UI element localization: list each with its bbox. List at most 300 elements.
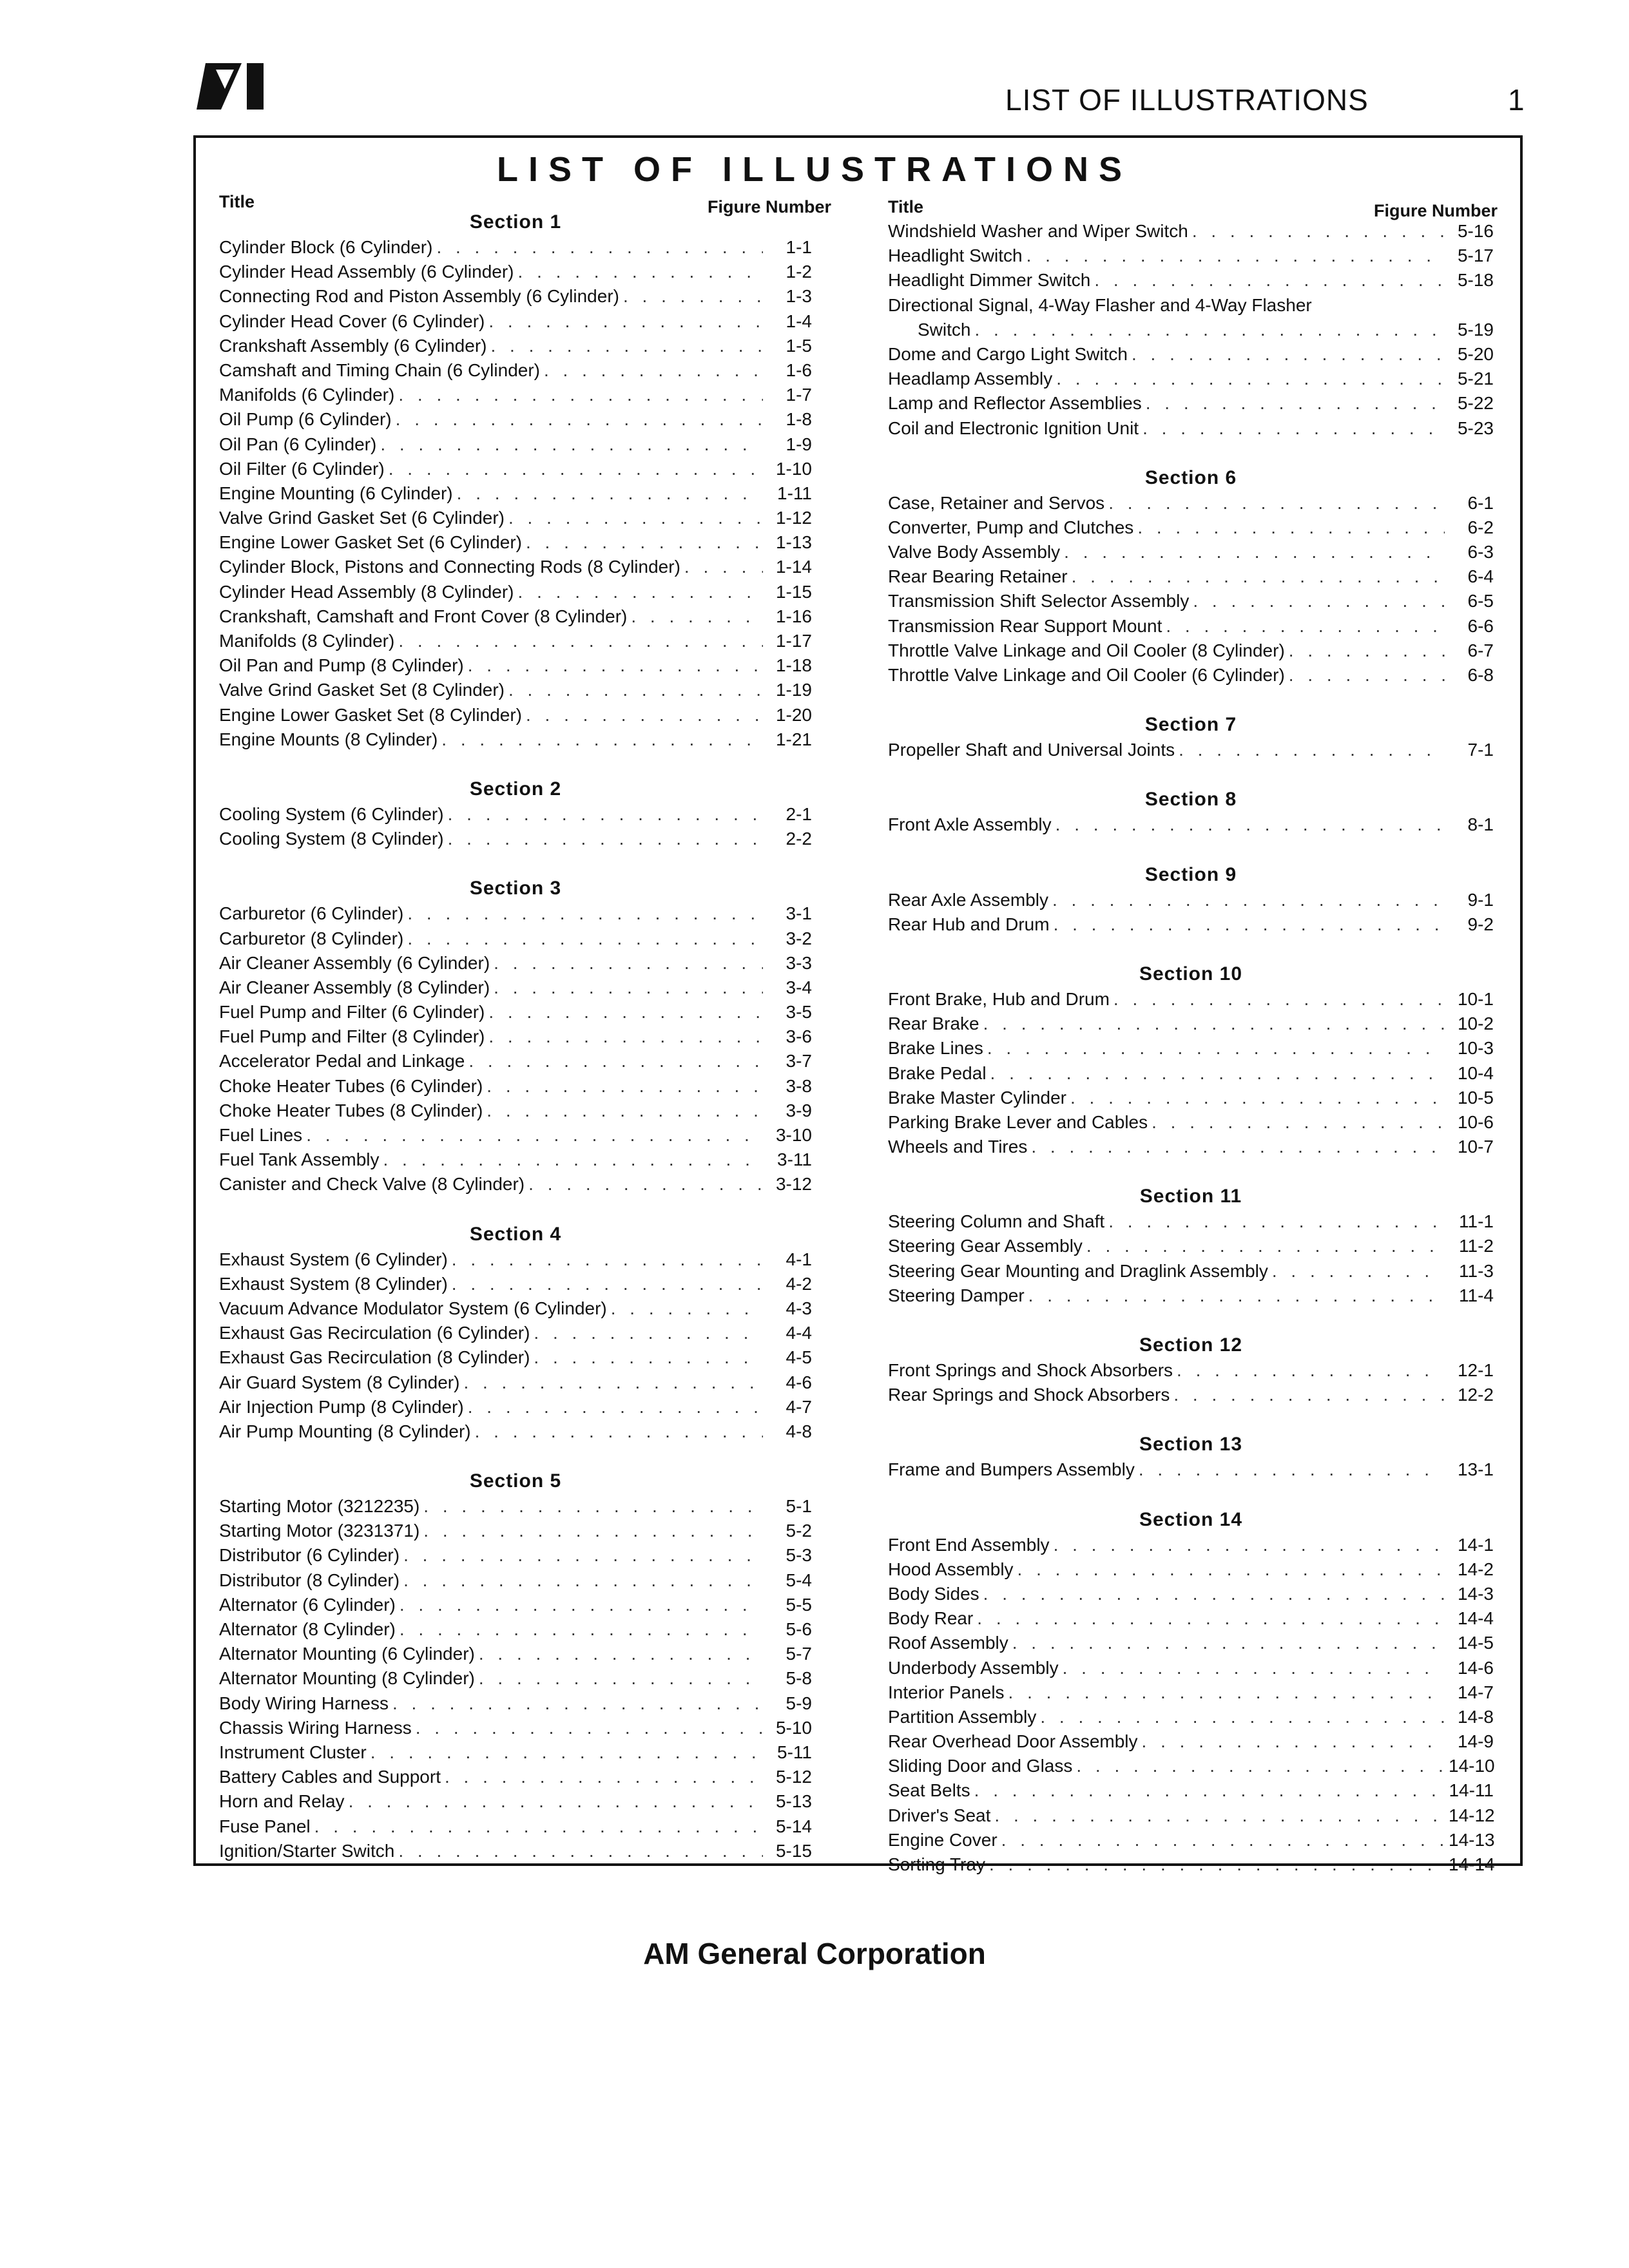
list-item [219, 1024, 812, 1049]
figure-number: 9-1 [1467, 889, 1494, 910]
list-item-title: Underbody Assembly [888, 1657, 1059, 1678]
figure-number: 2-1 [786, 803, 812, 824]
figure-number: 9-2 [1467, 914, 1494, 934]
list-item-title: Partition Assembly [888, 1706, 1037, 1727]
list-item [219, 1666, 812, 1691]
figure-number: 3-1 [786, 903, 812, 924]
section-heading: Section 9 [1144, 863, 1237, 885]
list-item-title: Parking Brake Lever and Cables [888, 1111, 1148, 1132]
figure-number: 3-6 [786, 1026, 812, 1047]
list-item-title: Instrument Cluster [219, 1742, 367, 1762]
figure-number: 14-1 [1457, 1534, 1494, 1555]
list-item [219, 1099, 812, 1123]
dot-leader [974, 318, 1445, 342]
figure-number: 11-1 [1459, 1211, 1494, 1232]
dot-leader [1076, 1754, 1445, 1778]
figure-number: 14-12 [1449, 1805, 1495, 1825]
figure-number: 4-3 [786, 1298, 812, 1318]
figure-number: 4-2 [786, 1273, 812, 1294]
dot-leader [1192, 219, 1445, 244]
list-item-title: Choke Heater Tubes (6 Cylinder) [219, 1075, 483, 1096]
right-figure-header: Figure Number [1374, 201, 1498, 220]
list-item [888, 244, 1494, 268]
figure-number: 1-21 [775, 729, 812, 749]
list-item-title: Camshaft and Timing Chain (6 Cylinder) [219, 360, 540, 380]
list-item-title: Fuse Panel [219, 1816, 311, 1836]
dot-leader [990, 1061, 1445, 1086]
list-item [888, 1852, 1494, 1877]
list-item [219, 1642, 812, 1666]
list-item-title: Brake Pedal [888, 1062, 987, 1083]
figure-number: 10-4 [1457, 1062, 1494, 1083]
dot-leader [1272, 1259, 1445, 1283]
dot-leader [1040, 1705, 1445, 1729]
list-item-title: Manifolds (8 Cylinder) [219, 631, 395, 651]
figure-number: 5-10 [775, 1717, 812, 1738]
section-heading: Section 4 [469, 1223, 562, 1245]
dot-leader [380, 432, 763, 457]
list-item [219, 678, 812, 702]
dot-leader [684, 555, 763, 579]
list-item-title: Rear Springs and Shock Absorbers [888, 1385, 1170, 1405]
list-item-title: Body Wiring Harness [219, 1693, 389, 1713]
am-general-logo [197, 63, 267, 110]
left-figure-header: Figure Number [708, 197, 832, 216]
list-item [219, 901, 812, 926]
list-item-title: Directional Signal, 4-Way Flasher and 4-Way Flasher [888, 294, 1312, 315]
list-item-title: Oil Pan and Pump (8 Cylinder) [219, 655, 464, 676]
list-item [888, 1803, 1494, 1828]
figure-number: 14-7 [1457, 1682, 1494, 1702]
list-item-title: Alternator (8 Cylinder) [219, 1619, 396, 1639]
list-item [219, 1321, 812, 1345]
figure-number: 1-13 [775, 532, 812, 553]
list-item-title: Chassis Wiring Harness [219, 1717, 412, 1738]
list-item [888, 1383, 1494, 1407]
figure-number: 5-22 [1457, 393, 1494, 414]
list-item-title: Alternator Mounting (6 Cylinder) [219, 1644, 475, 1664]
dot-leader [1289, 663, 1445, 687]
section-heading: Section 2 [469, 778, 562, 800]
list-item [219, 1000, 812, 1024]
list-item-title: Driver's Seat [888, 1805, 991, 1825]
list-item [219, 1814, 812, 1839]
list-item [219, 951, 812, 975]
list-item-title: Engine Mounts (8 Cylinder) [219, 729, 438, 749]
figure-number: 4-6 [786, 1372, 812, 1392]
list-item-title: Valve Grind Gasket Set (6 Cylinder) [219, 508, 505, 528]
dot-leader [1142, 416, 1445, 441]
list-item-title: Cooling System (6 Cylinder) [219, 803, 444, 824]
dot-leader [1054, 912, 1445, 937]
left-title-header: Title [219, 192, 255, 211]
figure-number: 1-17 [775, 631, 812, 651]
dot-leader [468, 1049, 763, 1073]
figure-number: 6-8 [1467, 665, 1494, 685]
list-item-title: Connecting Rod and Piston Assembly (6 Cylinder) [219, 286, 619, 307]
figure-number: 6-6 [1467, 615, 1494, 636]
figure-number: 1-11 [777, 483, 812, 503]
list-item [219, 604, 812, 629]
list-item-title: Oil Filter (6 Cylinder) [219, 458, 385, 479]
dot-leader [494, 975, 763, 1000]
dot-leader [448, 802, 763, 827]
dot-leader [403, 1543, 763, 1568]
dot-leader [1289, 639, 1445, 663]
list-item [219, 358, 812, 383]
dot-leader [441, 727, 763, 752]
figure-number: 14-10 [1449, 1756, 1495, 1776]
figure-number: 3-3 [786, 952, 812, 973]
list-item [888, 515, 1494, 540]
figure-number: 14-14 [1449, 1854, 1495, 1874]
figure-number: 5-9 [786, 1693, 812, 1713]
list-item-title: Brake Master Cylinder [888, 1087, 1066, 1108]
list-item [219, 1247, 812, 1272]
list-item [219, 407, 812, 432]
list-item [219, 481, 812, 506]
figure-number: 1-14 [775, 557, 812, 577]
dot-leader [468, 653, 763, 678]
list-item-title: Seat Belts [888, 1780, 970, 1801]
list-item [219, 506, 812, 530]
figure-number: 1-1 [786, 237, 812, 257]
list-item-title: Brake Lines [888, 1038, 983, 1059]
figure-number: 6-7 [1467, 640, 1494, 660]
list-item-title: Fuel Tank Assembly [219, 1149, 380, 1170]
figure-number: 5-3 [786, 1545, 812, 1566]
list-item-title: Distributor (8 Cylinder) [219, 1570, 400, 1590]
list-item-title: Oil Pump (6 Cylinder) [219, 409, 392, 430]
figure-number: 6-4 [1467, 566, 1494, 587]
dot-leader [1027, 244, 1445, 268]
right-column [888, 219, 1494, 1877]
dot-leader [544, 358, 763, 383]
dot-leader [349, 1789, 763, 1814]
list-item-title: Sorting Tray [888, 1854, 985, 1874]
figure-number: 14-4 [1457, 1608, 1494, 1629]
figure-number: 11-2 [1459, 1236, 1494, 1256]
figure-number: 3-2 [786, 928, 812, 948]
list-item [888, 912, 1494, 937]
figure-number: 3-7 [786, 1051, 812, 1072]
list-item-title: Front End Assembly [888, 1534, 1050, 1555]
figure-number: 1-9 [786, 434, 812, 454]
dot-leader [1054, 1533, 1445, 1557]
dot-leader [989, 1852, 1445, 1877]
list-item-title: Valve Grind Gasket Set (8 Cylinder) [219, 680, 505, 700]
list-item [888, 1110, 1494, 1135]
figure-number: 5-1 [786, 1496, 812, 1517]
list-item-title: Accelerator Pedal and Linkage [219, 1051, 465, 1072]
dot-leader [371, 1740, 763, 1765]
list-item [219, 334, 812, 358]
figure-number: 4-8 [786, 1421, 812, 1441]
figure-number: 1-12 [775, 508, 812, 528]
dot-leader [1139, 1457, 1445, 1482]
list-item-title: Oil Pan (6 Cylinder) [219, 434, 377, 454]
figure-number: 5-2 [786, 1521, 812, 1541]
list-item [219, 1617, 812, 1642]
figure-number: 5-20 [1457, 343, 1494, 364]
dot-leader [631, 604, 763, 629]
dot-leader [1064, 540, 1445, 564]
dot-leader [534, 1321, 763, 1345]
dot-leader [611, 1296, 763, 1321]
figure-number: 1-18 [775, 655, 812, 676]
list-item [888, 1259, 1494, 1283]
dot-leader [436, 235, 763, 260]
dot-leader [1031, 1135, 1445, 1159]
list-item-title: Transmission Shift Selector Assembly [888, 591, 1190, 611]
footer-company: AM General Corporation [643, 1937, 986, 1970]
dot-leader [1132, 342, 1445, 367]
list-item-title: Air Cleaner Assembly (8 Cylinder) [219, 977, 490, 997]
list-item [888, 1680, 1494, 1705]
figure-number: 12-1 [1457, 1360, 1494, 1380]
list-item-title: Crankshaft Assembly (6 Cylinder) [219, 335, 487, 356]
list-item [219, 1789, 812, 1814]
list-item [219, 1716, 812, 1740]
list-item-title: Exhaust System (6 Cylinder) [219, 1249, 448, 1269]
list-item-title: Canister and Check Valve (8 Cylinder) [219, 1174, 525, 1195]
dot-leader [987, 1036, 1445, 1061]
list-item [219, 927, 812, 951]
dot-leader [1173, 1383, 1445, 1407]
figure-number: 5-6 [786, 1619, 812, 1639]
running-header-title: LIST OF ILLUSTRATIONS [1005, 83, 1369, 117]
list-item [888, 342, 1494, 367]
list-item-title: Alternator Mounting (8 Cylinder) [219, 1668, 475, 1689]
figure-number: 5-16 [1457, 221, 1494, 241]
figure-number: 1-6 [786, 360, 812, 380]
list-item [888, 1086, 1494, 1110]
dot-leader [398, 1839, 763, 1863]
list-item [888, 1358, 1494, 1383]
list-item [219, 457, 812, 481]
list-item [219, 1345, 812, 1370]
list-item [888, 738, 1494, 762]
section-heading: Section 14 [1139, 1508, 1243, 1530]
list-item [888, 888, 1494, 912]
list-item-title: Exhaust System (8 Cylinder) [219, 1273, 448, 1294]
dot-leader [518, 260, 763, 284]
dot-leader [488, 1000, 763, 1024]
figure-number: 1-19 [775, 680, 812, 700]
figure-number: 6-1 [1467, 492, 1494, 513]
list-item-title: Interior Panels [888, 1682, 1005, 1702]
list-item [219, 432, 812, 457]
dot-leader [314, 1814, 763, 1839]
figure-number: 1-4 [786, 311, 812, 331]
list-item [888, 367, 1494, 391]
figure-number: 7-1 [1467, 740, 1494, 760]
list-item [888, 1036, 1494, 1061]
figure-number: 3-10 [775, 1125, 812, 1145]
dot-leader [1056, 367, 1445, 391]
list-item [219, 1272, 812, 1296]
dot-leader [463, 1370, 763, 1395]
figure-number: 4-7 [786, 1396, 812, 1417]
list-item-title: Cooling System (8 Cylinder) [219, 829, 444, 849]
list-item [888, 1135, 1494, 1159]
dot-leader [983, 1012, 1445, 1036]
list-item [888, 1656, 1494, 1680]
list-item [888, 987, 1494, 1012]
dot-leader [1012, 1631, 1445, 1655]
section-heading: Section 12 [1139, 1334, 1243, 1356]
list-item-title: Horn and Relay [219, 1791, 345, 1812]
dot-leader [392, 1691, 763, 1716]
list-item [219, 260, 812, 284]
section-heading: Section 8 [1144, 789, 1237, 811]
list-item [219, 1395, 812, 1419]
list-item [219, 309, 812, 334]
figure-number: 6-3 [1467, 542, 1494, 562]
list-item [219, 1123, 812, 1148]
dot-leader [383, 1148, 764, 1172]
list-item [219, 1494, 812, 1519]
figure-number: 4-4 [786, 1323, 812, 1343]
dot-leader [479, 1666, 763, 1691]
dot-leader [1142, 1729, 1445, 1754]
section-heading: Section 13 [1139, 1434, 1243, 1456]
list-item [219, 1691, 812, 1716]
dot-leader [457, 481, 763, 506]
figure-number: 14-6 [1457, 1657, 1494, 1678]
figure-number: 12-2 [1457, 1385, 1494, 1405]
dot-leader [1072, 564, 1445, 589]
list-item-title: Engine Mounting (6 Cylinder) [219, 483, 453, 503]
list-item [219, 1074, 812, 1099]
dot-leader [423, 1519, 763, 1543]
figure-number: 10-3 [1457, 1038, 1494, 1059]
dot-leader [534, 1345, 763, 1370]
list-item [219, 1519, 812, 1543]
section-heading: Section 3 [469, 878, 562, 899]
dot-leader [518, 580, 763, 604]
list-item-title: Sliding Door and Glass [888, 1756, 1073, 1776]
list-item-title: Rear Bearing Retainer [888, 566, 1068, 587]
list-item-title: Frame and Bumpers Assembly [888, 1459, 1135, 1480]
figure-number: 10-5 [1457, 1087, 1494, 1108]
dot-leader [623, 284, 763, 309]
list-item [219, 1593, 812, 1617]
figure-number: 10-1 [1457, 988, 1494, 1009]
list-item [888, 1606, 1494, 1631]
dot-leader [389, 457, 763, 481]
dot-leader [1166, 614, 1445, 639]
dot-leader [1094, 268, 1445, 293]
dot-leader [400, 1593, 763, 1617]
dot-leader [416, 1716, 763, 1740]
list-item-title: Fuel Pump and Filter (8 Cylinder) [219, 1026, 485, 1047]
dot-leader [1017, 1557, 1445, 1582]
figure-number: 3-5 [786, 1002, 812, 1023]
figure-number: 6-5 [1467, 591, 1494, 611]
list-item-title: Hood Assembly [888, 1559, 1014, 1579]
list-item [219, 629, 812, 653]
list-item-title: Engine Lower Gasket Set (6 Cylinder) [219, 532, 522, 553]
dot-leader [1063, 1656, 1445, 1680]
figure-number: 5-13 [775, 1791, 812, 1812]
dot-leader [1152, 1110, 1445, 1135]
list-item [219, 727, 812, 752]
list-item-title: Battery Cables and Support [219, 1767, 441, 1787]
list-item [219, 1296, 812, 1321]
figure-number: 1-10 [775, 458, 812, 479]
list-item [219, 530, 812, 555]
list-item [888, 1754, 1494, 1778]
list-item [219, 1419, 812, 1444]
figure-number: 14-3 [1457, 1583, 1494, 1604]
list-item-title: Exhaust Gas Recirculation (6 Cylinder) [219, 1323, 530, 1343]
section-heading: Section 6 [1144, 466, 1237, 488]
list-item-title: Engine Lower Gasket Set (8 Cylinder) [219, 704, 522, 725]
list-item [219, 1049, 812, 1073]
figure-number: 5-4 [786, 1570, 812, 1590]
figure-number: 5-12 [775, 1767, 812, 1787]
list-item-title: Windshield Washer and Wiper Switch [888, 221, 1188, 241]
figure-number: 1-5 [786, 335, 812, 356]
list-item-title: Case, Retainer and Servos [888, 492, 1105, 513]
list-item-title: Throttle Valve Linkage and Oil Cooler (8 Cylinder) [888, 640, 1285, 660]
list-item [888, 1778, 1494, 1803]
list-item [888, 1209, 1494, 1234]
list-item [219, 1148, 812, 1172]
section-heading: Section 5 [469, 1470, 562, 1492]
dot-leader [1070, 1086, 1445, 1110]
list-item [888, 318, 1494, 342]
right-title-header: Title [888, 197, 924, 216]
list-item [888, 1061, 1494, 1086]
list-item-title: Front Springs and Shock Absorbers [888, 1360, 1173, 1380]
dot-leader [526, 703, 763, 727]
figure-number: 5-14 [775, 1816, 812, 1836]
list-item-title: Rear Brake [888, 1014, 979, 1034]
figure-number: 14-11 [1449, 1780, 1494, 1801]
list-item-title: Crankshaft, Camshaft and Front Cover (8 Cylinder) [219, 606, 628, 626]
dot-leader [1108, 1209, 1445, 1234]
list-item-title: Manifolds (6 Cylinder) [219, 385, 395, 405]
figure-number: 5-21 [1457, 369, 1494, 389]
list-item-title: Rear Hub and Drum [888, 914, 1050, 934]
list-item [888, 1705, 1494, 1729]
list-item-title: Vacuum Advance Modulator System (6 Cylinder) [219, 1298, 607, 1318]
figure-number: 3-11 [777, 1149, 812, 1170]
dot-leader [1146, 391, 1445, 416]
figure-number: 14-8 [1457, 1706, 1494, 1727]
dot-leader [983, 1582, 1445, 1606]
dot-leader [403, 1568, 763, 1593]
list-item [888, 1283, 1494, 1308]
figure-number: 1-3 [786, 286, 812, 307]
list-item-title: Fuel Pump and Filter (6 Cylinder) [219, 1002, 485, 1023]
list-item [888, 1582, 1494, 1606]
figure-number: 5-11 [777, 1742, 812, 1762]
section-heading: Section 7 [1144, 714, 1237, 736]
figure-number: 4-5 [786, 1347, 812, 1368]
figure-number: 3-9 [786, 1100, 812, 1120]
dot-leader [448, 827, 763, 851]
list-item-title: Propeller Shaft and Universal Joints [888, 740, 1175, 760]
figure-number: 14-9 [1457, 1731, 1494, 1752]
list-item-title: Air Cleaner Assembly (6 Cylinder) [219, 952, 490, 973]
figure-number: 11-3 [1459, 1260, 1494, 1281]
dot-leader [508, 678, 763, 702]
dot-leader [398, 383, 763, 407]
list-item [219, 1765, 812, 1789]
